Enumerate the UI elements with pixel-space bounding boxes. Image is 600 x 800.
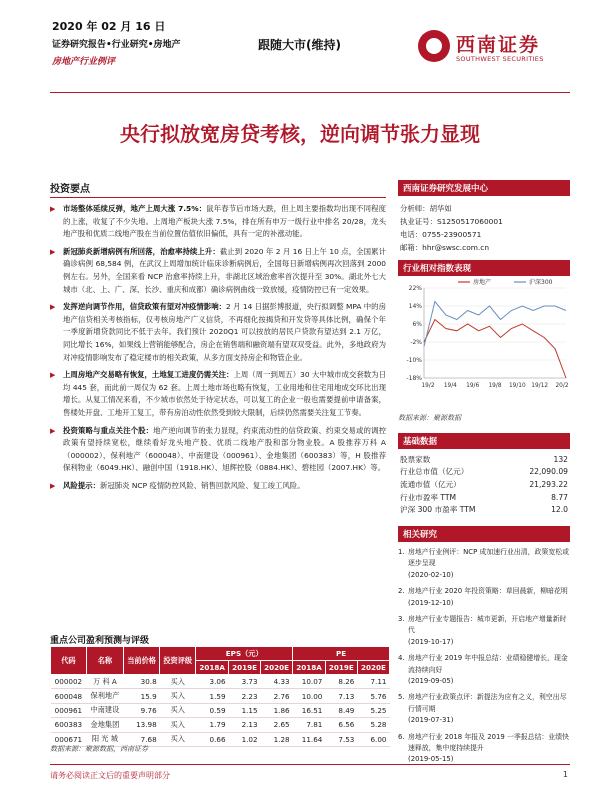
- bullet-text: 截止到 2020 年 2 月 16 日上午 10 点，全国累计确诊病例 68,584 例，在武汉上周增加统计临床诊断病例后，全国每日新增病例再次回落到 2000 例左右。另外，全国来看 NCP 治愈率持续上升，非湖北区域治愈率首次提升至 30%。湖北外七大城市（北、上、广、深、长沙、重庆和成都）确诊病例曲线一致放缓，疫情防控已有一定效果。: [63, 246, 386, 294]
- cell-price: 15.9: [124, 689, 160, 703]
- report-industry: 房地产行业例评: [52, 57, 116, 67]
- legend-label: 沪深300: [529, 279, 553, 286]
- basic-row: [398, 491, 570, 504]
- related-number: 5.: [398, 693, 405, 702]
- cell-name: 金地集团: [86, 718, 123, 732]
- cell-value: 10.00: [293, 689, 326, 703]
- col-year: 2020E: [261, 661, 293, 675]
- col-name: 名称: [86, 647, 123, 675]
- y-tick-label: 6%: [412, 321, 422, 328]
- cell-value: 0.66: [196, 732, 229, 746]
- y-tick-label: 22%: [408, 285, 422, 292]
- analyst-info: [398, 196, 570, 260]
- cell-value: 7.11: [357, 675, 389, 689]
- bullet-lead: 风险提示：: [63, 480, 100, 490]
- x-tick-label: 19/8: [488, 383, 502, 389]
- bullet-lead: 上周房地产交易略有恢复，土地复工进度仍需关注：: [63, 370, 234, 380]
- col-year: 2019E: [325, 661, 357, 675]
- chart-heading: 行业相对指数表现: [398, 260, 570, 276]
- cell-value: 7.53: [325, 732, 357, 746]
- bullet-text: 2 月 14 日据彭博报道，央行拟调整 MPA 中的房地产信贷相关考核指标，仅考核房地产广义信贷，不再细化按揭贷和开发贷等具体比例，确保个年一季度新增贷款同比不低于去年。我们预计 2020Q1 可以按放的居民户贷款有望达到 2.1 万亿，同比增长 16%，如果线上营销能够配合，房企在销售端和融资端有望双双受益。此外，多地政府为对冲疫情影响发布了稳定楼市的相关政策，从多方面支持房企和物管企业。: [63, 302, 386, 362]
- cell-value: 8.26: [325, 675, 357, 689]
- cell-name: 保利地产: [86, 689, 123, 703]
- cell-value: 2.65: [261, 718, 293, 732]
- cell-value: 1.86: [261, 703, 293, 717]
- cell-value: 5.25: [357, 703, 389, 717]
- bullet-text: 上周（周一到周五）30 大中城市成交套数为日均 445 套，而此前一周仅为 62 套。上周土地市场也略有恢复，工业用地和住宅用地成交环比出现增长。从复工情况来看，不少城市依然处于待定状态，可以复工的企业一般也需要提前申请备案，售楼处开盘、工地开工复工，带有房泊动性依然受到较大限制，后续仍然需要关注复工节奏。: [63, 370, 386, 417]
- bullet-text: 新冠肺炎 NCP 疫情防控风险、销售回款风险、复工竣工风险。: [99, 480, 305, 490]
- basic-value: 22,090.09: [529, 467, 568, 477]
- basic-heading: 基础数据: [398, 433, 570, 449]
- cell-value: 6.00: [357, 732, 389, 746]
- cell-code: 600383: [51, 718, 87, 732]
- chart-source: 数据来源：聚源数据: [398, 414, 461, 422]
- related-item[interactable]: [398, 547, 570, 581]
- table-row: [51, 703, 390, 717]
- table-source: 数据来源：聚源数据，西南证券: [50, 745, 148, 753]
- summary-bullet: [50, 369, 386, 419]
- report-type: 证券研究报告•行业研究•房地产: [52, 40, 181, 50]
- related-number: 2.: [398, 587, 405, 596]
- cell-code: 000002: [51, 675, 87, 689]
- relative-index-chart: [398, 278, 570, 410]
- forecast-table: [50, 646, 390, 747]
- logo-mark-icon: [418, 30, 450, 62]
- summary-bullet: [50, 301, 386, 364]
- report-title: 央行拟放宽房贷考核，逆向调节张力显现: [120, 122, 480, 146]
- cell-value: 10.07: [293, 675, 326, 689]
- cell-value: 6.56: [325, 718, 357, 732]
- chart-svg: [398, 278, 570, 396]
- page-number: 1: [562, 770, 568, 779]
- analyst-phone: 电话：0755-23900571: [400, 230, 482, 239]
- logo-text-cn: 西南证券: [456, 34, 541, 56]
- report-header: [52, 18, 181, 67]
- report-date: 2020 年 02 月 16 日: [52, 20, 166, 33]
- basic-label: 沪深 300 市盈率 TTM: [400, 505, 476, 515]
- related-text: 房地产行业 2020 年投资策略：草回晨新，柳暗花明: [408, 587, 568, 596]
- col-eps: EPS（元）: [196, 647, 293, 661]
- basic-label: 股票家数: [400, 454, 431, 464]
- company-logo: [418, 28, 568, 72]
- col-year: 2018A: [196, 661, 229, 675]
- cell-price: 7.68: [124, 732, 160, 746]
- related-text: 房地产行业 2018 年报及 2019 一季报总结：业绩快速释放，集中度持续提升: [408, 732, 569, 753]
- related-date: (2019-05-15): [408, 755, 454, 764]
- cell-value: 2.23: [229, 689, 261, 703]
- basic-label: 行业总市值（亿元）: [400, 467, 469, 477]
- cell-value: 1.59: [196, 689, 229, 703]
- related-number: 4.: [398, 654, 405, 663]
- bullet-lead: 投资策略与重点关注个股：: [63, 425, 154, 435]
- summary-bullet: [50, 425, 386, 475]
- basic-label: 流通市值（亿元）: [400, 479, 461, 489]
- cell-price: 30.8: [124, 675, 160, 689]
- related-item[interactable]: [398, 692, 570, 726]
- cell-code: 000961: [51, 703, 87, 717]
- x-tick-label: 19/6: [466, 383, 480, 389]
- y-tick-label: -10%: [406, 357, 422, 364]
- footer-divider: [50, 764, 570, 765]
- header-divider: [50, 92, 570, 93]
- cell-value: 1.15: [229, 703, 261, 717]
- basic-data-table: [398, 453, 570, 516]
- bullet-lead: 发挥逆向调节作用，信贷政策有望对冲疫情影响：: [63, 302, 227, 312]
- cell-value: 2.76: [261, 689, 293, 703]
- related-date: (2020-02-10): [408, 570, 454, 579]
- summary-bullet: [50, 480, 386, 493]
- cell-value: 1.79: [196, 718, 229, 732]
- col-pe: PE: [293, 647, 390, 661]
- cell-rating: 买入: [160, 718, 196, 732]
- basic-row: [398, 503, 570, 516]
- cell-price: 13.98: [124, 718, 160, 732]
- col-price: 当前价格: [124, 647, 160, 675]
- cell-value: 16.51: [293, 703, 326, 717]
- analyst-heading: 西南证券研究发展中心: [398, 180, 570, 196]
- sidebar: [398, 180, 570, 766]
- related-date: (2019-09-05): [408, 677, 454, 686]
- cell-value: 3.06: [196, 675, 229, 689]
- related-item[interactable]: [398, 586, 570, 609]
- cell-value: 5.76: [357, 689, 389, 703]
- summary-heading: 投资要点: [50, 180, 386, 198]
- cell-value: 7.13: [325, 689, 357, 703]
- y-tick-label: -18%: [406, 375, 422, 382]
- cell-value: 5.28: [357, 718, 389, 732]
- x-tick-label: 19/10: [508, 383, 526, 389]
- cell-price: 9.76: [124, 703, 160, 717]
- analyst-cert: 执业证号：S1250517060001: [400, 217, 503, 226]
- cell-value: 0.59: [196, 703, 229, 717]
- cell-value: 1.28: [261, 732, 293, 746]
- x-tick-label: 19/4: [443, 383, 457, 389]
- summary-bullet: [50, 203, 386, 241]
- table-row: [51, 675, 390, 689]
- related-text: 房地产行业 2019 年中报总结：业绩稳健增长，现金流持续向好: [408, 654, 568, 674]
- col-year: 2019E: [229, 661, 261, 675]
- cell-value: 4.33: [261, 675, 293, 689]
- basic-row: [398, 466, 570, 479]
- cell-name: 中南建设: [86, 703, 123, 717]
- y-tick-label: 14%: [408, 303, 422, 310]
- related-text: 房地产行业专题报告：城市更新，开启地产增量新时代: [408, 615, 567, 635]
- summary-bullet: [50, 246, 386, 296]
- table-row: [51, 689, 390, 703]
- cell-rating: 买入: [160, 703, 196, 717]
- cell-name: 万 科 A: [86, 675, 123, 689]
- x-tick-label: 19/2: [421, 383, 435, 389]
- cell-rating: 买入: [160, 675, 196, 689]
- table-row: [51, 718, 390, 732]
- cell-value: 7.81: [293, 718, 326, 732]
- footer-disclaimer: 请务必阅读正文后的重要声明部分: [50, 771, 170, 780]
- related-text: 房地产行业政策点评：新提法为应有之义，利空出尽行情可期: [408, 693, 567, 713]
- analyst-name: 分析师：胡华如: [400, 204, 452, 213]
- basic-row: [398, 453, 570, 466]
- cell-value: 11.64: [293, 732, 326, 746]
- investment-summary: [50, 180, 386, 492]
- related-date: (2019-07-31): [408, 716, 454, 725]
- rating-label: 跟随大市(维持): [258, 38, 341, 52]
- basic-value: 8.77: [551, 492, 568, 502]
- col-year: 2018A: [293, 661, 326, 675]
- related-number: 6.: [398, 732, 405, 741]
- bullet-lead: 市场整体延续反弹，地产上周大涨 7.5%：: [63, 204, 207, 213]
- cell-code: 000671: [51, 732, 87, 746]
- related-text: 房地产行业例评：NCP 成加速行业出清，政策宽松或逐步呈现: [408, 547, 570, 568]
- related-heading: 相关研究: [398, 526, 570, 542]
- legend-label: 房地产: [473, 279, 492, 286]
- cell-rating: 买入: [160, 732, 196, 746]
- cell-value: 3.73: [229, 675, 261, 689]
- basic-label: 行业市盈率 TTM: [400, 492, 457, 502]
- col-rating: 投资评级: [160, 647, 196, 675]
- cell-value: 8.49: [325, 703, 357, 717]
- basic-value: 12.0: [551, 505, 568, 515]
- bullet-lead: 新冠肺炎新增病例有所回落，治愈率持续上升：: [63, 246, 220, 256]
- related-date: (2019-12-10): [408, 598, 454, 607]
- related-number: 3.: [398, 615, 405, 623]
- related-date: (2019-10-17): [408, 637, 454, 646]
- related-number: 1.: [398, 547, 405, 556]
- basic-value: 132: [553, 454, 568, 464]
- x-tick-label: 20/2: [555, 383, 569, 389]
- y-tick-label: -2%: [410, 339, 422, 346]
- related-item[interactable]: [398, 732, 570, 766]
- basic-value: 21,293.22: [529, 479, 568, 489]
- x-tick-label: 19/12: [531, 383, 549, 389]
- series-line-1: [424, 320, 566, 379]
- cell-code: 600048: [51, 689, 87, 703]
- cell-name: 阳 光 城: [86, 732, 123, 746]
- logo-text-en: SOUTHWEST SECURITIES: [456, 55, 544, 63]
- bullet-text: 鼠年春节后市场大跌，但上周主要指数均出现不同程度的上涨，收复了不少失地。上周地产板块大涨 7.5%，排在所有申万一级行业中排名 20/28，龙头地产股和优质二线地产股在当前位置估值依旧偏低，具有一定的补涨动能。: [63, 204, 386, 239]
- col-year: 2020E: [357, 661, 389, 675]
- cell-value: 2.13: [229, 718, 261, 732]
- table-title: 重点公司盈利预测与评级: [50, 636, 150, 646]
- cell-value: 1.02: [229, 732, 261, 746]
- col-code: 代码: [51, 647, 87, 675]
- cell-rating: 买入: [160, 689, 196, 703]
- related-item[interactable]: [398, 653, 570, 687]
- analyst-email[interactable]: 邮箱：hhr@swsc.com.cn: [400, 243, 490, 252]
- related-item[interactable]: [398, 614, 570, 648]
- basic-row: [398, 478, 570, 491]
- bullet-text: 地产逆向调节的张力显现，约束流动性的信贷政策、约束交易或的调控政策有望持续宽松，继续看好龙头地产股、优质二线地产股和部分物业股。A 股推荐万科 A（000002）、保利地产（600048）、中南建设（000961）、金地集团（600383）等，H 股推荐保利物业（6049.HK）、融创中国（1918.HK）、旭辉控股（0884.HK）、碧桂园（2007.HK）等。: [63, 425, 386, 473]
